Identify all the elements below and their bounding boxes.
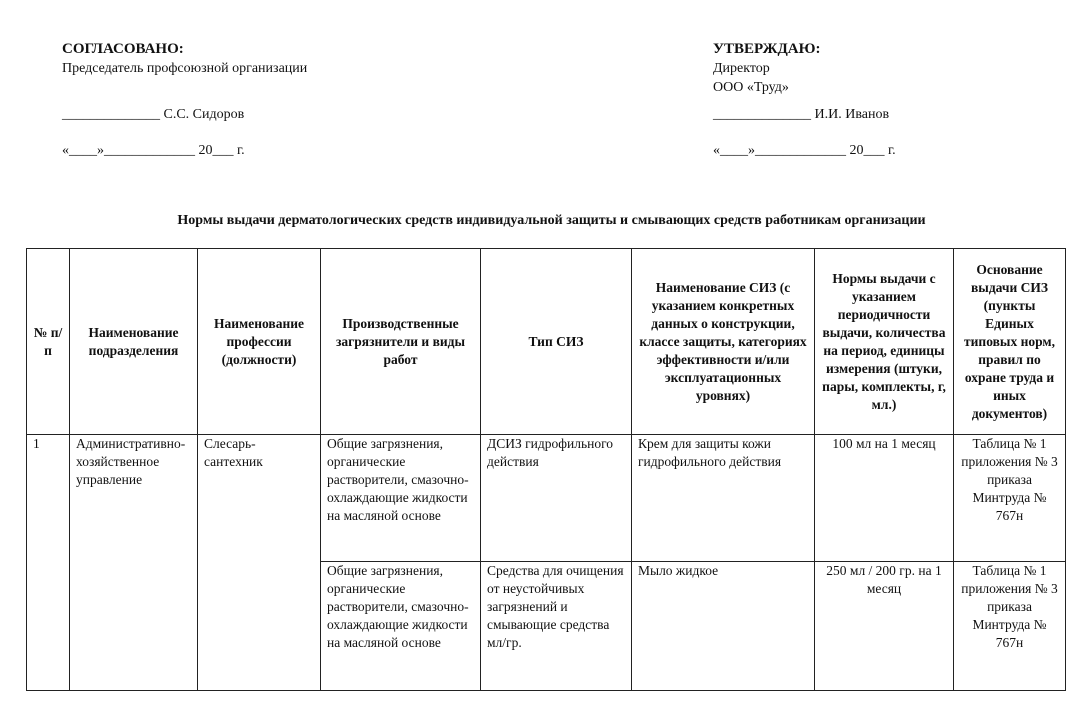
header-basis: Основание выдачи СИЗ (пункты Единых типовых норм, правил по охране труда и иных документов) <box>954 249 1066 435</box>
approval-block-left <box>62 40 307 160</box>
cell-pollutants: Общие загрязнения, органические растворители, смазочно-охлаждающие жидкости на масляной основе <box>321 435 481 562</box>
cell-siz-type: Средства для очищения от неустойчивых загрязнений и смывающие средства мл/гр. <box>481 562 632 691</box>
cell-basis: Таблица № 1 приложения № 3 приказа Минтруда № 767н <box>954 435 1066 562</box>
header-department: Наименование подразделения <box>70 249 198 435</box>
norms-table <box>26 248 1066 691</box>
header-siz-type: Тип СИЗ <box>481 249 632 435</box>
approval-block-right <box>713 40 896 160</box>
approval-position: Председатель профсоюзной организации <box>62 61 308 76</box>
cell-basis: Таблица № 1 приложения № 3 приказа Минтруда № 767н <box>954 562 1066 691</box>
header-pollutants: Производственные загрязнители и виды работ <box>321 249 481 435</box>
approve-position-2: ООО «Труд» <box>713 80 789 95</box>
table-row <box>27 435 1066 562</box>
cell-norm: 250 мл / 200 гр. на 1 месяц <box>815 562 954 691</box>
approval-date-line: «____»_____________ 20___ г. <box>62 143 245 158</box>
approve-date-line: «____»_____________ 20___ г. <box>713 143 896 158</box>
cell-number: 1 <box>27 435 70 691</box>
cell-siz-type: ДСИЗ гидрофильного действия <box>481 435 632 562</box>
document-title: Нормы выдачи дерматологических средств индивидуальной защиты и смывающих средств работникам организации <box>177 213 926 228</box>
approve-heading: УТВЕРЖДАЮ: <box>713 41 821 57</box>
header-profession: Наименование профессии (должности) <box>198 249 321 435</box>
cell-department: Административно-хозяйственное управление <box>70 435 198 691</box>
cell-profession: Слесарь-сантехник <box>198 435 321 691</box>
table-header-row <box>27 249 1066 435</box>
cell-pollutants: Общие загрязнения, органические растворители, смазочно-охлаждающие жидкости на масляной основе <box>321 562 481 691</box>
cell-norm: 100 мл на 1 месяц <box>815 435 954 562</box>
header-siz-name: Наименование СИЗ (с указанием конкретных данных о конструкции, классе защиты, категориях эффективности и/или эксплуатационных уровнях) <box>632 249 815 435</box>
approval-heading: СОГЛАСОВАНО: <box>62 41 184 57</box>
header-number: № п/п <box>27 249 70 435</box>
approve-position-1: Директор <box>713 61 770 76</box>
cell-siz-name: Мыло жидкое <box>632 562 815 691</box>
cell-siz-name: Крем для защиты кожи гидрофильного действия <box>632 435 815 562</box>
approval-signature-line: ______________ С.С. Сидоров <box>62 107 245 122</box>
approve-signature-line: ______________ И.И. Иванов <box>713 107 890 122</box>
header-norm: Нормы выдачи с указанием периодичности выдачи, количества на период, единицы измерения (штуки, пары, комплекты, г, мл.) <box>815 249 954 435</box>
